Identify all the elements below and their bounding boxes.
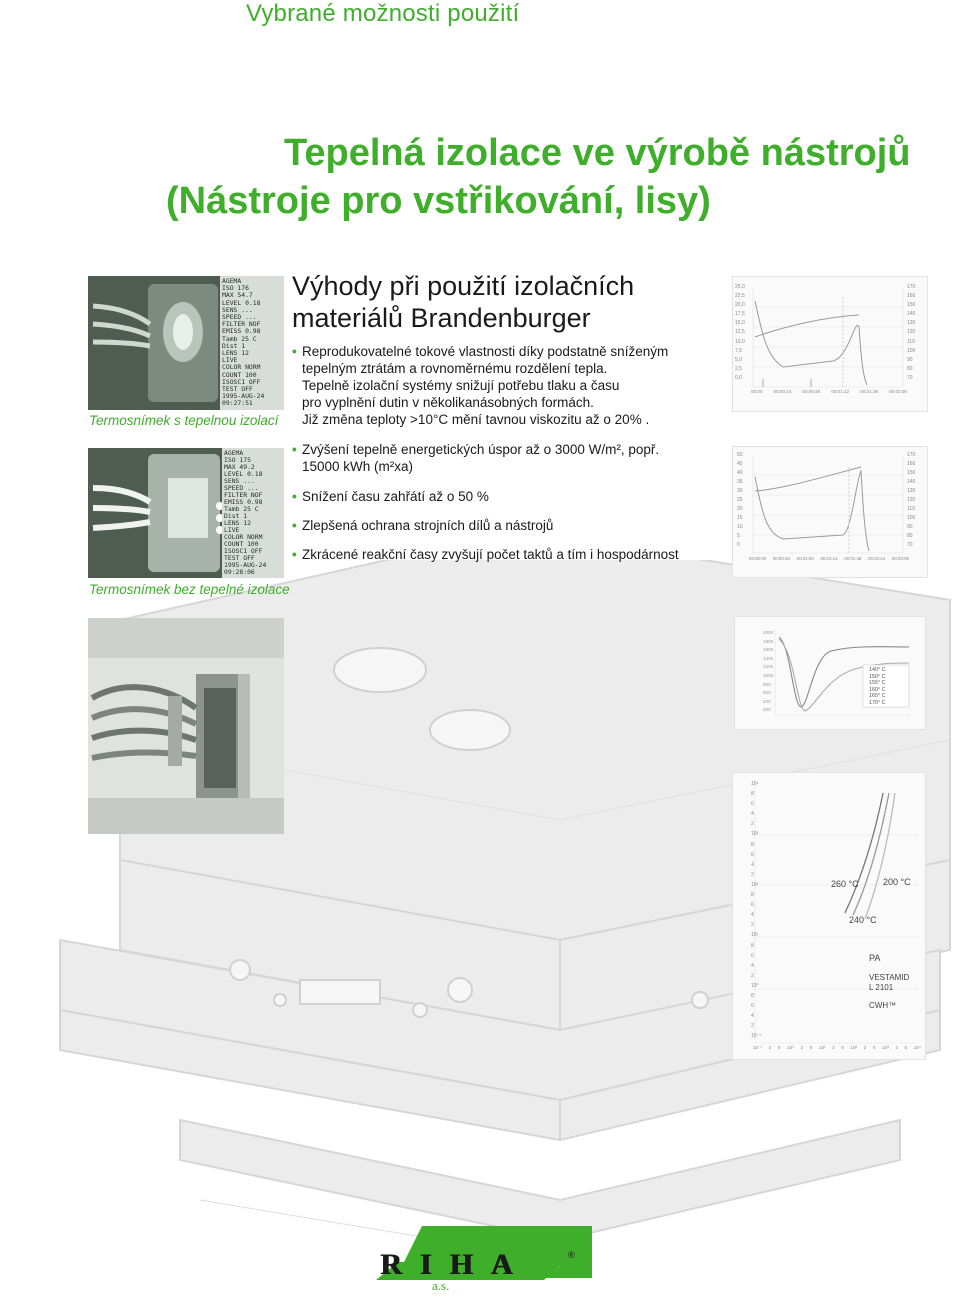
tick-label: 6 xyxy=(751,1003,754,1010)
readout-line: 09:28:06 xyxy=(224,568,255,576)
benefit-text: 15000 kWh (m²xa) xyxy=(302,459,414,474)
benefit-item-4 xyxy=(292,517,732,534)
tick-label: 15 xyxy=(737,515,743,521)
tick-label: 5 xyxy=(737,533,740,539)
tick-label: 10⁻¹ xyxy=(751,1033,761,1040)
tick-label: 00:03:00 xyxy=(891,556,909,561)
tick-label: 2000 xyxy=(763,630,774,635)
tick-label: 1000 xyxy=(763,672,774,678)
tick-label: 1200 xyxy=(763,664,774,670)
tick-label: 80 xyxy=(907,365,913,372)
readout-line: ISO 175 xyxy=(224,456,251,464)
tick-label: 200 xyxy=(763,707,771,713)
readout-line: COLOR NORM xyxy=(224,533,263,541)
tick-label: 10³ xyxy=(751,831,759,838)
tick-label: 10,0 xyxy=(735,338,745,345)
tick-label: 10⁰ xyxy=(787,1045,794,1050)
tick-label: 70 xyxy=(907,374,913,381)
tick-label: 5 xyxy=(777,1045,781,1050)
graph-2-x xyxy=(749,556,909,561)
section-eyebrow: Vybrané možnosti použití xyxy=(246,0,520,27)
tick-label: 90 xyxy=(907,356,913,363)
tick-label: 150 xyxy=(907,302,916,309)
curve-label-240: 240 °C xyxy=(849,915,877,925)
tick-label: 2 xyxy=(751,871,754,878)
tick-label: 160 xyxy=(907,293,916,300)
mold-photo-image xyxy=(88,618,284,834)
product-label-2: L 2101 xyxy=(869,983,894,992)
tick-label: 100 xyxy=(907,347,916,354)
tick-label: 17,5 xyxy=(735,311,745,318)
graph-4-svg xyxy=(733,773,925,1059)
tick-label: 10⁻¹ xyxy=(753,1045,763,1050)
readout-line: FILTER NOF xyxy=(222,320,261,329)
thermogram-caption-uninsulated: Termosnímek bez tepelné izolace xyxy=(89,582,290,597)
tick-label: 00:02:00 xyxy=(889,389,907,394)
graph-viscosity-temperature xyxy=(734,616,926,730)
readout-line: TEST OFF xyxy=(224,554,255,562)
readout-line: AGEMA xyxy=(224,449,244,457)
tick-label: 8 xyxy=(751,892,754,899)
graph-4-y xyxy=(751,779,761,1041)
tick-label: 1800 xyxy=(763,638,774,644)
brand-label: CWH™ xyxy=(869,1001,897,1010)
graph-temperature-pressure-2 xyxy=(732,446,928,578)
tick-label: 8 xyxy=(751,841,754,848)
tick-label: 00:00:24 xyxy=(773,389,792,394)
tick-label: 00:01:48 xyxy=(844,556,862,561)
tick-label: 2 xyxy=(751,922,754,929)
readout-line: AGEMA xyxy=(222,277,242,285)
readout-line: EMISS 0.98 xyxy=(222,327,261,336)
benefit-item-5 xyxy=(292,546,732,563)
benefit-text: Zkrácené reakční časy zvyšují počet taktů a tím i hospodárnost xyxy=(302,547,679,562)
tick-label: 10³ xyxy=(882,1045,889,1050)
thermogram-caption-insulated: Termosnímek s tepelnou izolací xyxy=(89,413,279,428)
tick-label: 2 xyxy=(768,1045,772,1050)
tick-label: 2 xyxy=(751,1023,754,1030)
tick-label: 00:00 xyxy=(751,389,763,394)
readout-line: LIVE xyxy=(222,356,238,365)
tick-label: 5 xyxy=(841,1045,844,1050)
tick-label: 110 xyxy=(907,506,915,512)
tick-label: 2,5 xyxy=(735,365,742,372)
bullet-icon: • xyxy=(292,344,297,359)
tick-label: 12,5 xyxy=(735,329,745,336)
page-title-line1: Tepelná izolace ve výrobě nástrojů xyxy=(284,132,911,174)
benefit-text: Již změna teploty >10°C mění tavnou viskozitu až o 20% . xyxy=(302,412,650,427)
readout-line: SENS ... xyxy=(224,477,255,485)
product-label-1: VESTAMID xyxy=(869,973,910,982)
tick-label: 00:01:00 xyxy=(796,556,814,561)
readout-line: SPEED ... xyxy=(222,313,257,322)
tick-label: 10¹ xyxy=(818,1045,826,1050)
tick-label: 30 xyxy=(737,488,743,494)
tick-label: 170 xyxy=(907,284,916,290)
tick-label: 0 xyxy=(737,542,740,548)
tick-label: 2 xyxy=(800,1045,804,1050)
tick-label: 4 xyxy=(751,861,754,868)
readout-line: Dist 1 xyxy=(224,512,248,520)
graph-melt-viscosity xyxy=(732,772,926,1060)
tick-label: 600 xyxy=(763,690,771,696)
tick-label: 7,5 xyxy=(735,347,742,354)
tick-label: 00:01:13 xyxy=(820,556,838,561)
tick-label: 130 xyxy=(907,488,916,494)
tick-label: 6 xyxy=(751,801,754,808)
bullet-icon: • xyxy=(292,442,297,457)
readout-line: MAX 54.7 xyxy=(222,291,253,300)
tick-label: 20 xyxy=(737,506,743,512)
readout-line: ISOSC1 OFF xyxy=(222,377,261,386)
readout-line: 1995-AUG-24 xyxy=(224,561,267,569)
tick-label: 170 xyxy=(907,452,916,458)
graph-3-y xyxy=(763,629,773,715)
tick-label: 40 xyxy=(737,470,743,476)
readout-line: COUNT 100 xyxy=(224,540,259,548)
tick-label: 50 xyxy=(737,452,743,458)
graph-4-x xyxy=(753,1045,921,1051)
benefit-text: Zlepšená ochrana strojních dílů a nástrojů xyxy=(302,518,554,533)
tick-label: 10² xyxy=(751,881,759,888)
graph-2-y-left xyxy=(737,451,743,550)
tick-label: 10¹ xyxy=(751,932,759,939)
readout-line: ISOSC1 OFF xyxy=(224,547,263,555)
readout-line: LEVEL 0.18 xyxy=(222,298,261,307)
readout-line: 1995-AUG-24 xyxy=(222,392,265,401)
readout-line: LENS 12 xyxy=(224,519,251,527)
curve-label-260: 260 °C xyxy=(831,879,859,889)
tick-label: 6 xyxy=(751,851,754,858)
tick-label: 20,0 xyxy=(735,302,745,309)
legend-entry: 155° C xyxy=(869,680,886,687)
legend-entry: 140° C xyxy=(869,667,886,673)
tick-label: 00:00:30 xyxy=(772,556,790,561)
tick-label: 4 xyxy=(751,962,754,969)
material-label: PA xyxy=(869,953,881,963)
graph-1-y-left xyxy=(735,283,745,383)
benefit-text: Tepelně izolační systémy snižují potřebu tlaku a času xyxy=(302,378,620,393)
tick-label: 15,0 xyxy=(735,320,745,327)
tick-label: 8 xyxy=(751,791,754,798)
benefit-text: Snížení času zahřátí až o 50 % xyxy=(302,489,489,504)
tick-label: 140 xyxy=(907,479,916,485)
bullet-icon: • xyxy=(292,547,297,562)
legend-entry: 170° C xyxy=(869,699,886,706)
curve-label-200: 200 °C xyxy=(883,877,911,887)
tick-label: 1400 xyxy=(763,655,774,661)
tick-label: 1600 xyxy=(763,647,774,653)
registered-mark: ® xyxy=(568,1250,575,1260)
readout-line: EMISS 0.98 xyxy=(224,498,263,506)
tick-label: 120 xyxy=(907,329,916,336)
tick-label: 2 xyxy=(863,1045,867,1050)
readout-line: SPEED ... xyxy=(224,484,259,492)
tick-label: 35 xyxy=(737,479,743,485)
injection-mold-photo xyxy=(88,618,284,834)
tick-label: 6 xyxy=(751,952,754,959)
tick-label: 25 xyxy=(737,497,743,503)
tick-label: 10 xyxy=(737,524,743,530)
readout-line: MAX 49.2 xyxy=(224,463,255,471)
tick-label: 8 xyxy=(751,992,754,999)
logo-text: RIHA xyxy=(380,1248,531,1281)
tick-label: 150 xyxy=(907,470,916,476)
readout-line: LIVE xyxy=(224,526,240,534)
tick-label: 5 xyxy=(809,1045,813,1050)
readout-line: Tamb 25 C xyxy=(222,334,257,343)
tick-label: 4 xyxy=(751,1013,754,1020)
thermogram-with-insulation xyxy=(88,276,284,410)
readout-line: SENS ... xyxy=(222,305,253,314)
benefits-heading xyxy=(292,270,634,334)
benefit-text: Zvýšení tepelně energetických úspor až o 3000 W/m², popř. xyxy=(302,442,660,457)
readout-line: Dist 1 xyxy=(222,341,246,350)
benefit-item-3 xyxy=(292,488,732,505)
tick-label: 100 xyxy=(907,515,916,521)
tick-label: 4 xyxy=(751,912,754,919)
readout-line: FILTER NOF xyxy=(224,491,263,499)
tick-label: 400 xyxy=(763,698,771,704)
tick-label: 00:00:48 xyxy=(802,389,821,394)
graph-temperature-pressure-1 xyxy=(732,276,928,412)
tick-label: 140 xyxy=(907,311,916,318)
benefits-heading-line1: Výhody při použití izolačních xyxy=(292,271,635,301)
benefits-heading-line2: materiálů Brandenburger xyxy=(292,303,591,333)
tick-label: 2 xyxy=(832,1045,835,1050)
tick-label: 10⁰ xyxy=(751,982,759,989)
tick-label: 0,0 xyxy=(735,374,742,381)
legend-entry: 160° C xyxy=(869,686,886,693)
legend-entry: 165° C xyxy=(869,693,886,700)
thermogram-without-insulation xyxy=(88,448,284,578)
tick-label: 25,0 xyxy=(735,284,745,290)
tick-label: 90 xyxy=(907,524,913,530)
tick-label: 10² xyxy=(850,1045,858,1050)
tick-label: 2 xyxy=(751,972,754,979)
tick-label: 120 xyxy=(907,497,916,503)
tick-label: 45 xyxy=(737,461,743,467)
tick-label: 5,0 xyxy=(735,356,742,363)
graph-1-x xyxy=(751,389,907,394)
tick-label: 00:01:36 xyxy=(860,389,879,394)
tick-label: 130 xyxy=(907,320,916,327)
tick-label: 10⁴ xyxy=(913,1045,921,1050)
benefit-item-2 xyxy=(292,441,732,475)
thermogram-readout xyxy=(222,278,284,408)
readout-line: COLOR NORM xyxy=(222,363,261,372)
tick-label: 110 xyxy=(907,338,915,345)
readout-line: ISO 176 xyxy=(222,284,249,293)
tick-label: 800 xyxy=(763,681,771,687)
tick-label: 6 xyxy=(751,902,754,909)
tick-label: 22,5 xyxy=(735,293,745,300)
tick-label: 5 xyxy=(872,1045,876,1050)
benefit-text: tepelným ztrátám a rovnoměrnému rozdělení tepla. xyxy=(302,361,608,376)
benefit-text: pro vyplnění dutin v několikanásobných formách. xyxy=(302,395,594,410)
benefit-text: Reprodukovatelné tokové vlastnosti díky podstatně sníženým xyxy=(302,344,669,359)
graph-1-y-right xyxy=(907,283,915,383)
tick-label: 70 xyxy=(907,542,913,548)
readout-line: LENS 12 xyxy=(222,349,249,358)
tick-label: 00:00:00 xyxy=(749,556,767,561)
graph-3-legend xyxy=(869,667,886,707)
company-logo xyxy=(374,1226,594,1300)
tick-label: 2 xyxy=(751,821,754,828)
tick-label: 2 xyxy=(895,1045,898,1050)
thermogram-readout xyxy=(224,450,284,576)
tick-label: 10⁴ xyxy=(751,781,759,787)
readout-line: COUNT 100 xyxy=(222,370,257,379)
readout-line: Tamb 25 C xyxy=(224,505,259,513)
tick-label: 80 xyxy=(907,533,913,539)
readout-line: TEST OFF xyxy=(222,385,253,394)
bullet-icon: • xyxy=(292,518,297,533)
tick-label: 160 xyxy=(907,461,916,467)
graph-2-y-right xyxy=(907,451,915,550)
logo-subtitle: a.s. xyxy=(432,1278,450,1293)
bullet-icon: • xyxy=(292,489,297,504)
tick-label: 00:01:12 xyxy=(831,389,850,394)
tick-label: 00:02:24 xyxy=(868,556,886,561)
tick-label: 4 xyxy=(751,811,754,818)
benefit-item-1 xyxy=(292,343,732,428)
tick-label: 5 xyxy=(904,1045,908,1050)
tick-label: 8 xyxy=(751,942,754,949)
legend-entry: 150° C xyxy=(869,673,886,680)
readout-line: 09:27:51 xyxy=(222,399,253,408)
readout-line: LEVEL 0.18 xyxy=(224,470,263,478)
page-title-line2: (Nástroje pro vstřikování, lisy) xyxy=(166,180,711,222)
